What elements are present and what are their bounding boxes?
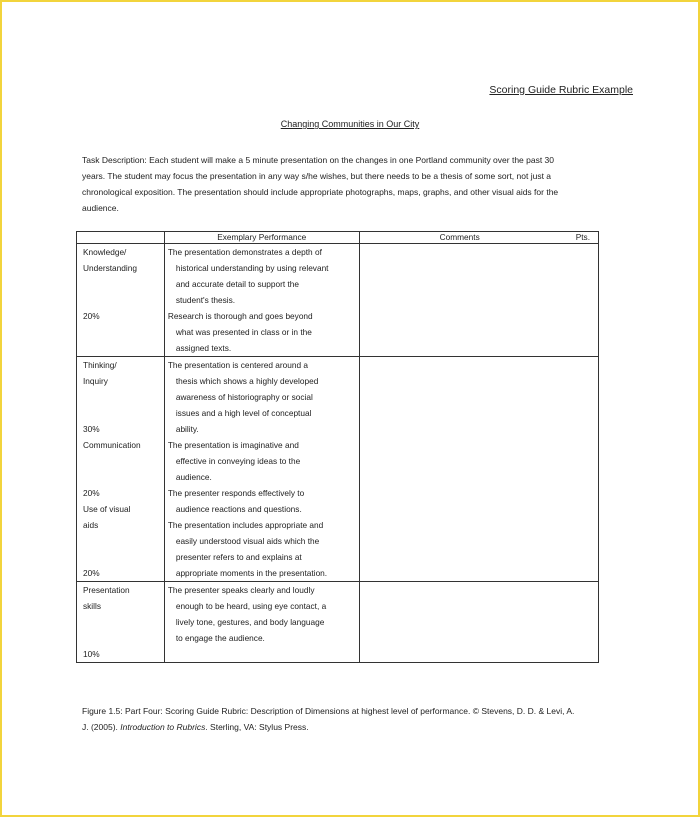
task-line: Task Description: Each student will make a 5 minute presentation on the changes in one Portland community over the past 30 (82, 155, 555, 165)
criterion-line: effective in conveying ideas to the (175, 456, 301, 466)
performance-criterion (168, 357, 356, 437)
rubric-row (77, 357, 599, 582)
dimension-line (83, 389, 164, 405)
performance-criterion (168, 485, 356, 517)
criterion-line: awareness of historiography or social (175, 392, 313, 402)
dimension-line (83, 549, 164, 565)
criterion-line: The presenter speaks clearly and loudly (167, 585, 315, 595)
rubric-header-row (77, 232, 599, 244)
dimension-line (83, 614, 164, 630)
dimension-line: 20% (83, 488, 100, 498)
performance-criterion (168, 244, 356, 308)
dimension-line: Use of visual (83, 504, 131, 514)
comments-cell (359, 582, 598, 663)
criterion-line: ability. (175, 424, 199, 434)
caption-line-1: Figure 1.5: Part Four: Scoring Guide Rubric: Description of Dimensions at highest level of performance. © Stevens, D. D. & Levi, A. (82, 706, 575, 716)
caption-publisher: . Sterling, VA: Stylus Press. (205, 722, 309, 732)
criterion-line: enough to be heard, using eye contact, a (175, 601, 327, 611)
dimension-line: skills (83, 601, 101, 611)
rubric-table (76, 231, 599, 663)
dimension-line (83, 469, 164, 485)
dimension-header-cell (77, 232, 165, 244)
performance-criterion (168, 437, 356, 485)
performance-cell (164, 357, 359, 582)
criterion-line: thesis which shows a highly developed (175, 376, 319, 386)
criterion-line: audience. (175, 472, 212, 482)
comments-cell (359, 357, 598, 582)
pts-header: Pts. (575, 232, 590, 242)
dimension-line: 20% (83, 568, 100, 578)
criterion-line: easily understood visual aids which the (175, 536, 320, 546)
dimension-line (83, 630, 164, 646)
dimension-line (83, 405, 164, 421)
criterion-line: to engage the audience. (175, 633, 265, 643)
criterion-line: assigned texts. (175, 343, 232, 353)
dimension-line: Inquiry (83, 376, 108, 386)
criterion-line: audience reactions and questions. (175, 504, 302, 514)
performance-criterion (168, 517, 356, 581)
performance-header: Exemplary Performance (164, 232, 359, 244)
criterion-line: presenter refers to and explains at (175, 552, 302, 562)
task-line: years. The student may focus the presentation in any way s/he wishes, but there needs to be a thesis of some sort, not just a (82, 171, 552, 181)
dimension-line: 10% (83, 649, 100, 659)
task-line: audience. (82, 203, 119, 213)
criterion-line: student's thesis. (175, 295, 236, 305)
document-subtitle: Changing Communities in Our City (280, 119, 420, 129)
comments-cell (359, 244, 598, 357)
dimension-line: aids (83, 520, 99, 530)
criterion-line: appropriate moments in the presentation. (175, 568, 328, 578)
performance-cell (164, 244, 359, 357)
dimension-cell (77, 357, 165, 582)
criterion-line: lively tone, gestures, and body language (175, 617, 325, 627)
caption-line-2 (82, 719, 642, 735)
document-title: Scoring Guide Rubric Example (489, 84, 633, 96)
task-line: chronological exposition. The presentation should include appropriate photographs, maps, graphs, and other visual aids for the (82, 187, 559, 197)
performance-criterion (168, 308, 356, 356)
dimension-line: Presentation (83, 585, 130, 595)
rubric-row (77, 582, 599, 663)
dimension-line: Thinking/ (83, 360, 117, 370)
rubric-row (77, 244, 599, 357)
dimension-cell (77, 244, 165, 357)
comments-header: Comments (439, 232, 480, 242)
criterion-line: Research is thorough and goes beyond (167, 311, 313, 321)
dimension-line: Understanding (83, 263, 137, 273)
criterion-line: issues and a high level of conceptual (175, 408, 312, 418)
comments-pts-header (359, 232, 598, 244)
figure-caption (82, 703, 642, 735)
document-page (2, 2, 698, 815)
dimension-line: Knowledge/ (83, 247, 127, 257)
criterion-line: The presentation is centered around a (167, 360, 309, 370)
criterion-line: what was presented in class or in the (175, 327, 312, 337)
performance-criterion (168, 582, 356, 646)
criterion-line: historical understanding by using relevant (175, 263, 329, 273)
dimension-cell (77, 582, 165, 663)
dimension-line: 30% (83, 424, 100, 434)
criterion-line: The presentation demonstrates a depth of (167, 247, 322, 257)
dimension-line (83, 533, 164, 549)
dimension-line (83, 276, 164, 292)
dimension-line (83, 453, 164, 469)
dimension-line: 20% (83, 311, 100, 321)
criterion-line: The presenter responds effectively to (167, 488, 305, 498)
caption-citation: J. (2005). (82, 722, 121, 732)
criterion-line: and accurate detail to support the (175, 279, 299, 289)
performance-cell (164, 582, 359, 663)
criterion-line: The presentation includes appropriate and (167, 520, 324, 530)
criterion-line: The presentation is imaginative and (167, 440, 299, 450)
caption-book-title: Introduction to Rubrics (120, 722, 206, 732)
dimension-line: Communication (83, 440, 141, 450)
dimension-line (83, 292, 164, 308)
task-description (82, 152, 617, 216)
